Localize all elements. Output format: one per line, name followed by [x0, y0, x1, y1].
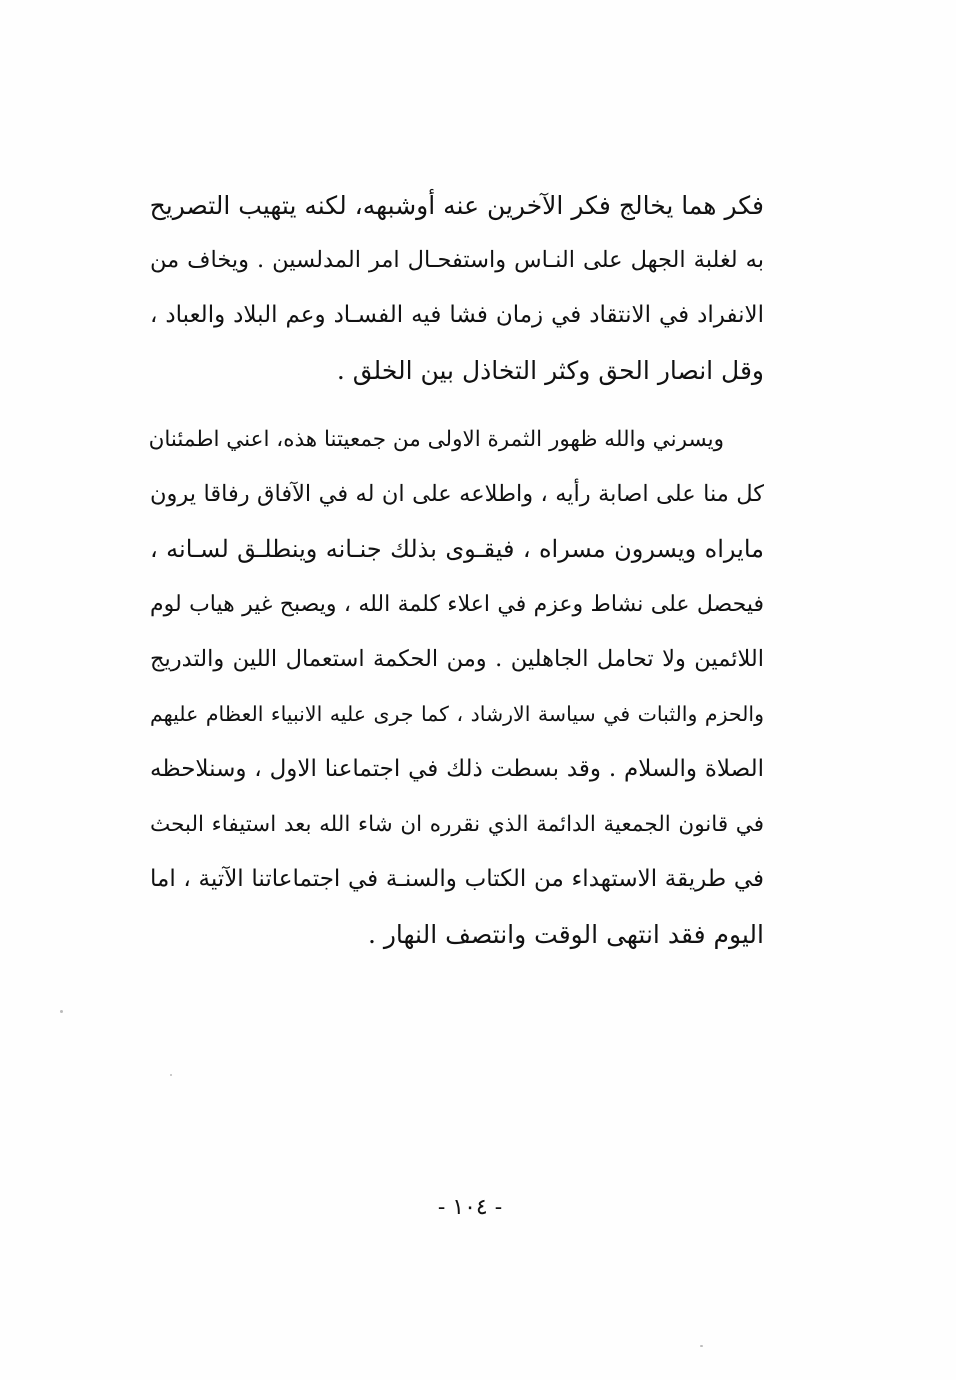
text-line: الانفراد في الانتقاد في زمان فشا فيه الفسـاد وعم البلاد والعباد ، — [150, 302, 764, 328]
text-line: في قانون الجمعية الدائمة الذي نقرره ان شاء الله بعد استيفاء البحث — [150, 812, 764, 837]
text-line: كل منا على اصابة رأيه ، واطلاعه على ان له في الآفاق رفاقا يرون — [150, 481, 764, 507]
paragraph-2 — [150, 412, 764, 962]
paragraph-spacer — [150, 398, 764, 412]
text-line: في طريقة الاستهداء من الكتاب والسنـة في اجتماعاتنا الآتية ، اما — [150, 866, 764, 892]
text-line: اليوم فقد انتهى الوقت وانتصف النهار . — [367, 920, 764, 949]
scan-speck — [700, 1345, 703, 1347]
text-line: به لغلبة الجهل على النـاس واستفحـال امر المدلسين . ويخاف من — [150, 247, 764, 273]
text-line: ويسرني والله ظهور الثمرة الاولى من جمعيتنا هذه، اعني اطمئنان — [148, 427, 724, 452]
text-line: فيحصل على نشاط وعزم في اعلاء كلمة الله ، ويصبح غير هياب لوم — [150, 592, 764, 617]
page-number: - ١٠٤ - — [437, 1195, 503, 1220]
scan-speck — [170, 1074, 172, 1076]
text-line: فكر هما يخالج فكر الآخرين عنه أوشبهه، لكنه يتهيب التصريح — [149, 191, 764, 220]
text-line: وقل انصار الحق وكثر التخاذل بين الخلق . — [336, 356, 764, 385]
text-line: مايراه ويسرون مسراه ، فيقـوى بذلك جنـانه وينطلـق لسـانه ، — [150, 535, 764, 563]
scan-speck — [60, 1010, 63, 1013]
paragraph-1 — [150, 178, 764, 398]
text-line: الصلاة والسلام . وقد بسطت ذلك في اجتماعنا الاول ، وسنلاحظه — [150, 756, 764, 782]
body-text — [150, 178, 764, 962]
text-line: اللائمين ولا تحامل الجاهلين . ومن الحكمة استعمال اللين والتدريج — [150, 646, 764, 672]
text-line: والحزم والثبات في سياسة الارشاد ، كما جرى عليه الانبياء العظام عليهم — [150, 702, 764, 726]
